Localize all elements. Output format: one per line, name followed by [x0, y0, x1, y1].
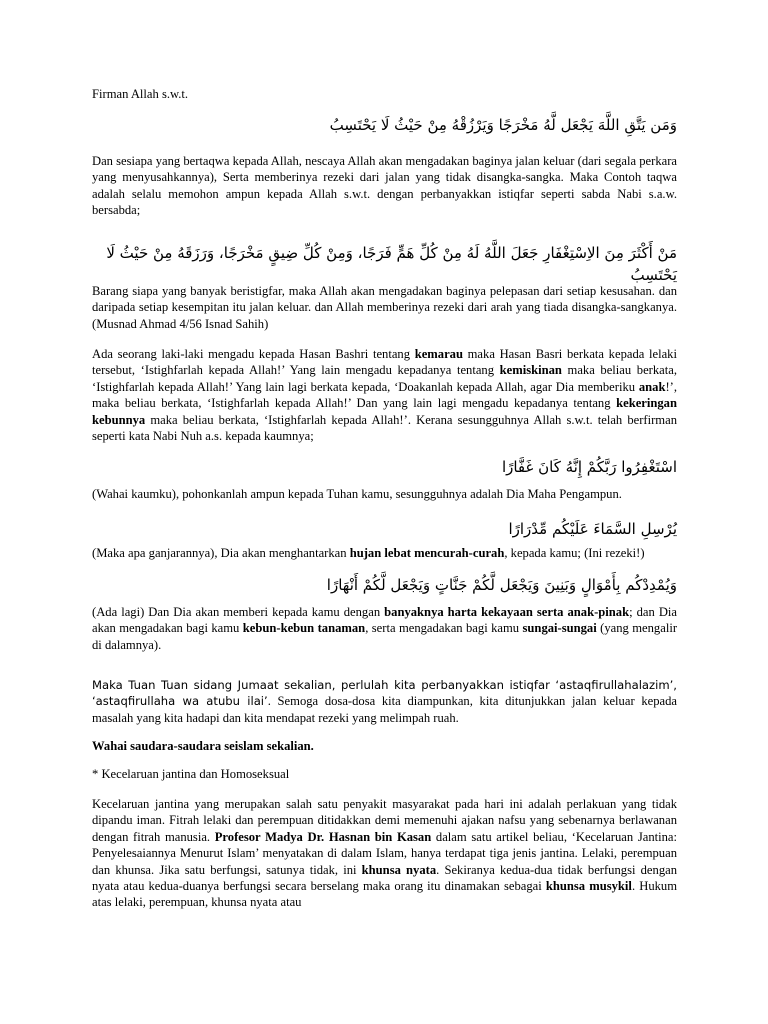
translation-3: (Maka apa ganjarannya), Dia akan menghantarkan hujan lebat mencurah-curah, kepada kamu; (Ini rezeki!): [92, 546, 645, 560]
bold-anak: anak: [638, 379, 666, 394]
bold-khunsa-musykil: khunsa musykil: [545, 879, 632, 894]
bold-harta-kekayaan: banyaknya harta kekayaan serta anak-pinak: [384, 605, 630, 619]
translation-4: (Ada lagi) Dan Dia akan memberi kepada kamu dengan banyaknya harta kekayaan serta anak-pinak; dan Dia akan mengadakan bagi kamu kebun-kebun tanaman, serta mengadakan bagi kamu sungai-sungai (yang mengalir di dalamnya).: [92, 605, 678, 652]
bold-kebun-tanaman: kebun-kebun tanaman: [242, 621, 366, 636]
bold-kemiskinan: kemiskinan: [499, 363, 562, 378]
intro-line: Firman Allah s.w.t.: [92, 87, 189, 101]
paragraph-hadith-translation: Barang siapa yang banyak beristigfar, maka Allah akan mengadakan baginya pelepasan dari setiap kesusahan. dan daripada setiap kesempitan itu jalan keluar. dan Allah memberinya rezeki dari arah yang tiada disangka-sangkanya. (Musnad Ahmad 4/56 Isnad Sahih): [92, 284, 677, 331]
ayah-arabic-2: اسْتَغْفِرُوا رَبَّكُمْ إِنَّهُ كَانَ غَفَّارًا: [501, 458, 677, 476]
bold-khunsa-nyata: khunsa nyata: [361, 862, 437, 877]
bold-hujan-lebat: hujan lebat mencurah-curah: [349, 546, 505, 560]
bold-kemarau: kemarau: [414, 347, 463, 361]
bold-kekeringan: kekeringan kebunnya: [92, 396, 677, 427]
paragraph-hasan-basri: Ada seorang laki-laki mengadu kepada Hasan Bashri tentang kemarau maka Hasan Basri berkata kepada lelaki tersebut, ‘Istighfarlah kepada Allah!’ Yang lain mengadu kepadanya tentang kemiskinan maka beliau berkata, ‘Istighfarlah kepada Allah!’ Yang lain lagi berkata kepada, ‘Doakanlah kepada Allah, agar Dia memberiku anak!’, maka beliau berkata, ‘Istighfarlah kepada Allah!’ Dan yang lain lagi mengadu kepadanya tentang kekeringan kebunnya maka beliau berkata, ‘Istighfarlah kepada Allah!’. Kerana sesungguhnya Allah s.w.t. telah berfirman seperti kata Nabi Nuh a.s. kepada kaumnya;: [92, 347, 677, 444]
paragraph-istiqfar-call: Maka Tuan Tuan sidang Jumaat sekalian, perlulah kita perbanyakkan istiqfar ‘astaqfirullahalazim’, ‘astaqfirullaha wa atubu ilai’. Semoga dosa-dosa kita diampunkan, kita ditunjukkan jalan keluar kepada masalah yang kita hadapi dan kita mendapat rezeki yang melimpah ruah.: [92, 678, 677, 725]
bold-sungai: sungai-sungai: [522, 621, 597, 636]
bold-profesor: Profesor Madya Dr. Hasnan bin Kasan: [214, 829, 432, 844]
paragraph-taqwa: Dan sesiapa yang bertaqwa kepada Allah, nescaya Allah akan mengadakan baginya jalan keluar (dari segala perkara yang menyusahkannya), Serta memberinya rezeki dari jalan yang tidak disangka-sangka. Maka Contoh taqwa adalah selalu memohon ampun kepada Allah s.w.t. dengan perbanyakkan istiqfar seperti sabda Nabi s.a.w. bersabda;: [92, 154, 677, 218]
translation-2: (Wahai kaumku), pohonkanlah ampun kepada Tuhan kamu, sesungguhnya adalah Dia Maha Pengampun.: [92, 487, 622, 501]
paragraph-kecelaruan-jantina: Kecelaruan jantina yang merupakan salah satu penyakit masyarakat pada hari ini adalah perlakuan yang tidak dipandu iman. Fitrah lelaki dan perempuan ditidakkan demi memenuhi ajakan nafsu yang sebenarnya berlawanan dengan fitrah manusia. Profesor Madya Dr. Hasnan bin Kasan dalam satu artikel beliau, ‘Kecelaruan Jantina: Penyelesaiannya Menurut Islam’ menyatakan di dalam Islam, hanya terdapat tiga jenis jantina. Lelaki, perempuan dan khunsa. Jika satu berfungsi, satunya tidak, ini khunsa nyata. Sekiranya kedua-dua tidak berfungsi dengan nyata atau kedua-duanya berfungsi secara berselang maka orang itu dinamakan sebagai khunsa musykil. Hukum atas lelaki, perempuan, khunsa nyata atau: [92, 797, 678, 910]
ayah-arabic-3: يُرْسِلِ السَّمَاءَ عَلَيْكُم مِّدْرَارًا: [508, 520, 677, 538]
hadith-arabic: مَنْ أَكْثَرَ مِنَ الاِسْتِغْفَارِ جَعَلَ اللَّهُ لَهُ مِنْ كُلِّ هَمٍّ فَرَجًا، وَمِنْ كُلِّ ضِيقٍ مَخْرَجًا، وَرَزَقَهُ مِنْ حَيْثُ لَا يَحْتَسِبُ: [106, 244, 677, 284]
ayah-arabic-4: وَيُمْدِدْكُم بِأَمْوَالٍ وَبَنِينَ وَيَجْعَل لَّكُمْ جَنَّاتٍ وَيَجْعَل لَّكُمْ أَنْهَارًا: [326, 576, 677, 594]
bullet-kecelaruan: * Kecelaruan jantina dan Homoseksual: [92, 767, 290, 781]
heading-saudara: Wahai saudara-saudara seislam sekalian.: [92, 739, 314, 753]
ayah-arabic-1: وَمَن يَتَّقِ اللَّهَ يَجْعَل لَّهُ مَخْرَجًا وَيَرْزُقْهُ مِنْ حَيْثُ لَا يَحْتَسِبُ: [329, 116, 677, 134]
